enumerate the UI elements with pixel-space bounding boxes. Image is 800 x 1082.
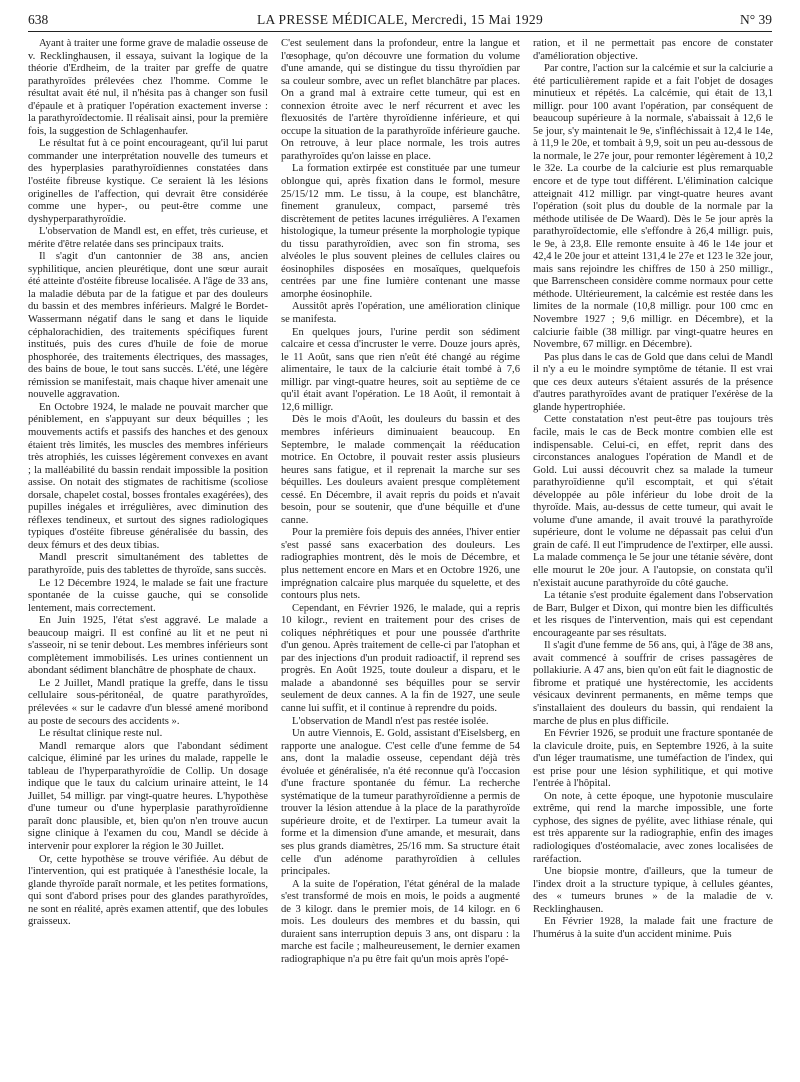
issue-number: N° 39 [739,12,772,27]
paragraph: En Février 1928, la malade fait une fracture de l'humérus à la suite d'un accident minime. Puis [533,916,773,940]
paragraph: Une biopsie montre, d'ailleurs, que la tumeur de l'index droit a la structure typique, à cellules géantes, des « tumeurs brunes » de la maladie de v. Recklinghausen. [533,866,773,915]
paragraph: Dès le mois d'Août, les douleurs du bassin et des membres inférieurs diminuaient beaucoup. En Septembre, le malade commençait la rééducation motrice. En Octobre, il pouvait rester assis plusieurs heures sans fatigue, et il reprenait la marche sur ses béquilles. Les douleurs avaient presque complètement cessé. En Décembre, il avait repris du poids et n'avait besoin, pour se soutenir, que d'une béquille et d'une canne. [281,414,520,526]
paragraph: Mandl prescrit simultanément des tablettes de parathyroïde, puis des tablettes de thyroïde, sans succès. [28,552,268,576]
page-number: 638 [28,12,49,27]
header-rule [28,31,772,32]
paragraph: Le résultat fut à ce point encourageant, qu'il lui parut commander une interprétation nouvelle des tumeurs et des hyperplasies parathyroïdiennes constatées dans l'ostéite fibreuse kystique. Ce seraient là les lésions originelles de l'affection, qui devrait être considérée comme une hyper-, ou peut-être comme une dyshyperparathyroïdie. [28,138,268,225]
paragraph: En Février 1926, se produit une fracture spontanée de la clavicule droite, puis, en Septembre 1926, à la suite d'un léger traumatisme, une tuméfaction de l'index, qui est prise pour une lésion syphilitique, et qui motive l'entrée à l'hôpital. [533,728,773,790]
paragraph: En quelques jours, l'urine perdit son sédiment calcaire et cessa d'incruster le verre. Douze jours après, le 11 Août, sans que rien n'eût été changé au régime alimentaire, le taux de la calciurie était tombé à 7,6 milligr. par vingt-quatre heures, soit au septième de ce qu'il était avant l'opération. Le 18 Août, il remontait à 12,6 milligr. [281,326,520,413]
paragraph: ration, et il ne permettait pas encore de constater d'amélioration objective. [533,38,773,62]
paragraph: Pour la première fois depuis des années, l'hiver entier s'est passé sans exacerbation des douleurs. Les radiographies montrent, dès le mois de Décembre, et plus nettement encore en Mars et en Octobre 1926, une imprégnation calcaire plus marquée du squelette, et des contours plus nets. [281,527,520,602]
paragraph: L'observation de Mandl n'est pas restée isolée. [292,715,489,727]
paragraph: En Juin 1925, l'état s'est aggravé. Le malade a beaucoup maigri. Il est confiné au lit et ne peut ni s'asseoir, ni se tenir debout. Les membres inférieurs sont complètement immobilisés. Les urines contiennent un abondant sédiment blanchâtre de phosphate de chaux. [28,615,268,677]
paragraph: Or, cette hypothèse se trouve vérifiée. Au début de l'intervention, qui est pratiquée à l'anesthésie locale, la glande thyroïde paraît normale, et les petites formations, qui sont d'abord prises pour des glandes parathyroïdes, ne sont en réalité, après examen attentif, que des lobules graisseux. [28,853,268,928]
paragraph: Ayant à traiter une forme grave de maladie osseuse de v. Recklinghausen, il essaya, suivant la logique de la théorie d'Erdheim, de la traiter par greffe de quatre parathyroïdes prélevées chez l'homme. Comme le résultat avait été nul, il n'hésita pas à changer son fusil d'épaule et à pratiquer l'opération exactement inverse : la parathyroïdectomie. Il réalisait ainsi, pour la première fois, la suggestion de Schlagenhaufer. [28,38,268,137]
paragraph: La tétanie s'est produite également dans l'observation de Barr, Bulger et Dixon, qui montre bien les difficultés et les risques de l'intervention, mais qui est cependant encourageante par ses résultats. [533,590,773,639]
paragraph: Le 2 Juillet, Mandl pratique la greffe, dans le tissu cellulaire sous-péritonéal, de quatre parathyroïdes, prélevées « sur le cadavre d'un blessé amené moribond au poste de secours des accidents ». [28,677,268,727]
paragraph: Par contre, l'action sur la calcémie et sur la calciurie a été particulièrement rapide et a fait l'objet de dosages minutieux et répétés. La calcémie, qui était de 13,1 milligr. pour 100 avant l'opération, par conséquent de beaucoup supérieure à la normale, s'abaissait à 12,6 le 5e jour, s'y maintenait le 9e, s'infléchissait à 12,4 le 14e, à 11,9 le 20e, et tombait à 9,9, soit un peu au-dessous de la normale, le 27e jour, pour remonter légèrement à 10,2 le 32e. La courbe de la calciurie est plus remarquable encore et de type tout différent. L'élimination calcique atteignait 412 milligr. par vingt-quatre heures avant l'opération (soit plus du double de la normale par la méthode utilisée de De Waard). Dès le 5e jour après la parathyroïdectomie, elle s'effondre à 26,4 milligr. puis, le 9e, à 23,8. Elle remonte ensuite à 46 le 14e jour et 42,4 le 20e jour et atteint 131,4 le 27e et 123 le 32e jour, mais sans rejoindre les chiffres de 150 à 250 milligr., que Barrenscheen considère comme normaux pour cette méthode. Ultérieurement, la calcémie est restée dans les limites de la normale (10,8 milligr. pour 100 cmc en Novembre 1927 ; 9,6 milligr. en Décembre), et la calciurie faible (38 milligr. par vingt-quatre heures en Novembre, 67 milligr. en Décembre). [533,63,773,351]
paragraph: L'observation de Mandl est, en effet, très curieuse, et mérite d'être relatée dans ses principaux traits. [28,226,268,250]
paragraph: Cette constatation n'est peut-être pas toujours très facile, mais le cas de Beck montre combien elle est indispensable. Celui-ci, en effet, reprit dans des circonstances analogues l'opération de Mandl et de Gold. Lui aussi découvrit chez sa malade la tumeur parathyroïdienne qu'il escomptait, et qui s'était développée au pôle inférieur du lobe droit de la thyroïde. Mais, au-dessus de cette tumeur, qui avait le volume d'une amande, il avait trouvé la parathyroïde supérieure, dont le volume ne dépassait pas celui d'un grain de café. Il eut l'imprudence de l'extirper, elle aussi. La malade commença le 5e jour une tétanie sévère, dont elle mourut le 20e jour. A l'autopsie, on constata qu'il n'existait aucune parathyroïde du côté gauche. [533,414,773,589]
paragraph: Le résultat clinique reste nul. [39,728,163,740]
paragraph: C'est seulement dans la profondeur, entre la langue et l'œsophage, qu'on découvre une formation du volume d'une amande, qui se distingue du tissu thyroïdien par sa couleur sombre, avec un reflet blanchâtre par places. On a grand mal à extraire cette tumeur, qui est en connexion étroite avec le nerf récurrent et avec les flexuosités de l'artère thyroïdienne inférieure, et qui occupe la situation de la parathyroïde inférieure gauche. On retrouve, à leur place normale, les trois autres parathyroïdes qu'on laisse en place. [281,38,520,162]
paragraph: Il s'agit d'une femme de 56 ans, qui, à l'âge de 38 ans, avait commencé à souffrir de crises passagères de pollakiurie. A 47 ans, bien qu'on eût fait le diagnostic de fibrome et pratiqué une hystérectomie, les accidents vésicaux devinrent permanents, en même temps que s'installaient des douleurs du bassin, qui rendaient la marche de plus en plus difficile. [533,640,773,727]
journal-title: LA PRESSE MÉDICALE, Mercredi, 15 Mai 1929 [256,12,544,27]
text-column-middle [281,38,520,1076]
paragraph: En Octobre 1924, le malade ne pouvait marcher que péniblement, en s'appuyant sur deux béquilles ; les mouvements actifs et passifs des hanches et des genoux étaient très limités, les muscles des membres inférieurs très atrophiés, les cuisses légèrement convexes en avant ; la malléabilité du bassin rendait impossible la position assise. On notait des stigmates de rachitisme (scoliose dorsale, chapelet costal, bosses frontales exagérées), des pupilles inégales et irrégulières, avec diminution des réflexes tendineux, et surtout des signes radiologiques typiques d'ostéite fibreuse généralisée du bassin, des deux fémurs et des deux tibias. [28,401,268,551]
paragraph: On note, à cette époque, une hypotonie musculaire extrême, qui rend la marche impossible, une forte cyphose, des signes de pyélite, avec lithiase rénale, qui est très apparente sur la radiographie, enfin des images radiologiques d'ostéomalacie, avec zones localisées de raréfaction. [533,790,773,865]
paragraph: Il s'agit d'un cantonnier de 38 ans, ancien syphilitique, ancien pleurétique, dont une sœur aurait été atteinte d'ostéite fibreuse localisée. A l'âge de 33 ans, la maladie débuta par de la fatigue et par des douleurs du bassin et des membres inférieurs. Malgré le Bordet-Wassermann négatif dans le sang et dans le liquide céphalorachidien, des traitements spécifiques furent institués, puis des cures d'huile de foie de morue phosphorée, des traitements électriques, des massages, des bains de boue, le tout sans succès. L'été, une légère rémission se manifestait, mais chaque hiver amenait une nouvelle aggravation. [28,251,268,401]
paragraph: Un autre Viennois, E. Gold, assistant d'Eiselsberg, en rapporte une analogue. C'est celle d'une femme de 54 ans, dont la maladie osseuse, cependant déjà très évoluée et généralisée, n'a été reconnue qu'à l'occasion d'une fracture spontanée du fémur. La recherche systématique de la tumeur parathyroïdienne a permis de trouver la lésion attendue à la place de la parathyroïde supérieure droite, et de l'extirper. La tumeur avait la forme et la dimension d'une amande, et mesurait, dans ses plus grands diamètres, 25/16 mm. Sa structure était celle d'un adénome parathyroïdien à cellules principales. [281,728,520,878]
paragraph: Mandl remarque alors que l'abondant sédiment calcique, éliminé par les urines du malade, rappelle le tableau de l'hyperparathyroïdie de Collip. Un dosage indique que le taux du calcium urinaire atteint, le 14 Juillet, 54 milligr. par vingt-quatre heures. L'hypothèse d'une tumeur ou d'une hyperplasie parathyroïdienne paraît donc plausible, et, bien qu'on n'en trouve aucun signe clinique à l'examen du cou, Mandl se décide à intervenir pour explorer la région le 30 Juillet. [28,740,268,852]
paragraph: La formation extirpée est constituée par une tumeur oblongue qui, après fixation dans le formol, mesure 25/15/12 mm. Le tissu, à la coupe, est blanchâtre, finement granuleux, compact, parsemé très discrètement de petites lacunes irrégulières. A l'examen histologique, la tumeur présente la morphologie typique du tissu parathyroïdien, avec son fin stroma, ses alvéoles le plus souvent pleines de cellules claires ou éosinophiles disposées en mosaïques, quelquefois centrées par une fine lumière contenant une masse amorphe éosinophile. [281,163,520,300]
paragraph: Le 12 Décembre 1924, le malade se fait une fracture spontanée de la cuisse gauche, qui se consolide lentement, mais correctement. [28,577,268,614]
paragraph: Cependant, en Février 1926, le malade, qui a repris 10 kilogr., revient en traitement pour des crises de coliques néphrétiques et pour une poussée d'arthrite d'un genou. Après traitement de celle-ci par l'atophan et par des injections d'un produit radioactif, il reprend ses progrès. En Août 1925, toute douleur a disparu, et le malade a abandonné ses béquilles pour se servir seulement de deux cannes. A la fin de 1927, une seule canne lui suffit, et il continue à reprendre du poids. [281,602,520,714]
running-header [28,10,772,32]
text-column-right [533,38,773,1076]
text-column-left [28,38,268,1076]
paragraph: Aussitôt après l'opération, une amélioration clinique se manifesta. [281,301,520,326]
paragraph: Pas plus dans le cas de Gold que dans celui de Mandl il n'y a eu le moindre symptôme de tétanie. Il est vrai que ces deux auteurs s'étaient assurés de la présence d'autres parathyroïdes avant de pratiquer l'exérèse de la glande hypertrophiée. [533,351,773,413]
paragraph: A la suite de l'opération, l'état général de la malade s'est transformé de mois en mois, le poids a augmenté de 3 kilogr. dans le premier mois, de 14 kilogr. en 6 mois. Les douleurs des membres et du bassin, qui duraient sans interruption depuis 3 ans, ont disparu : la marche est facile ; malheureusement, le dernier examen radiographique n'a pu être fait qu'un mois après l'opé- [281,878,520,965]
